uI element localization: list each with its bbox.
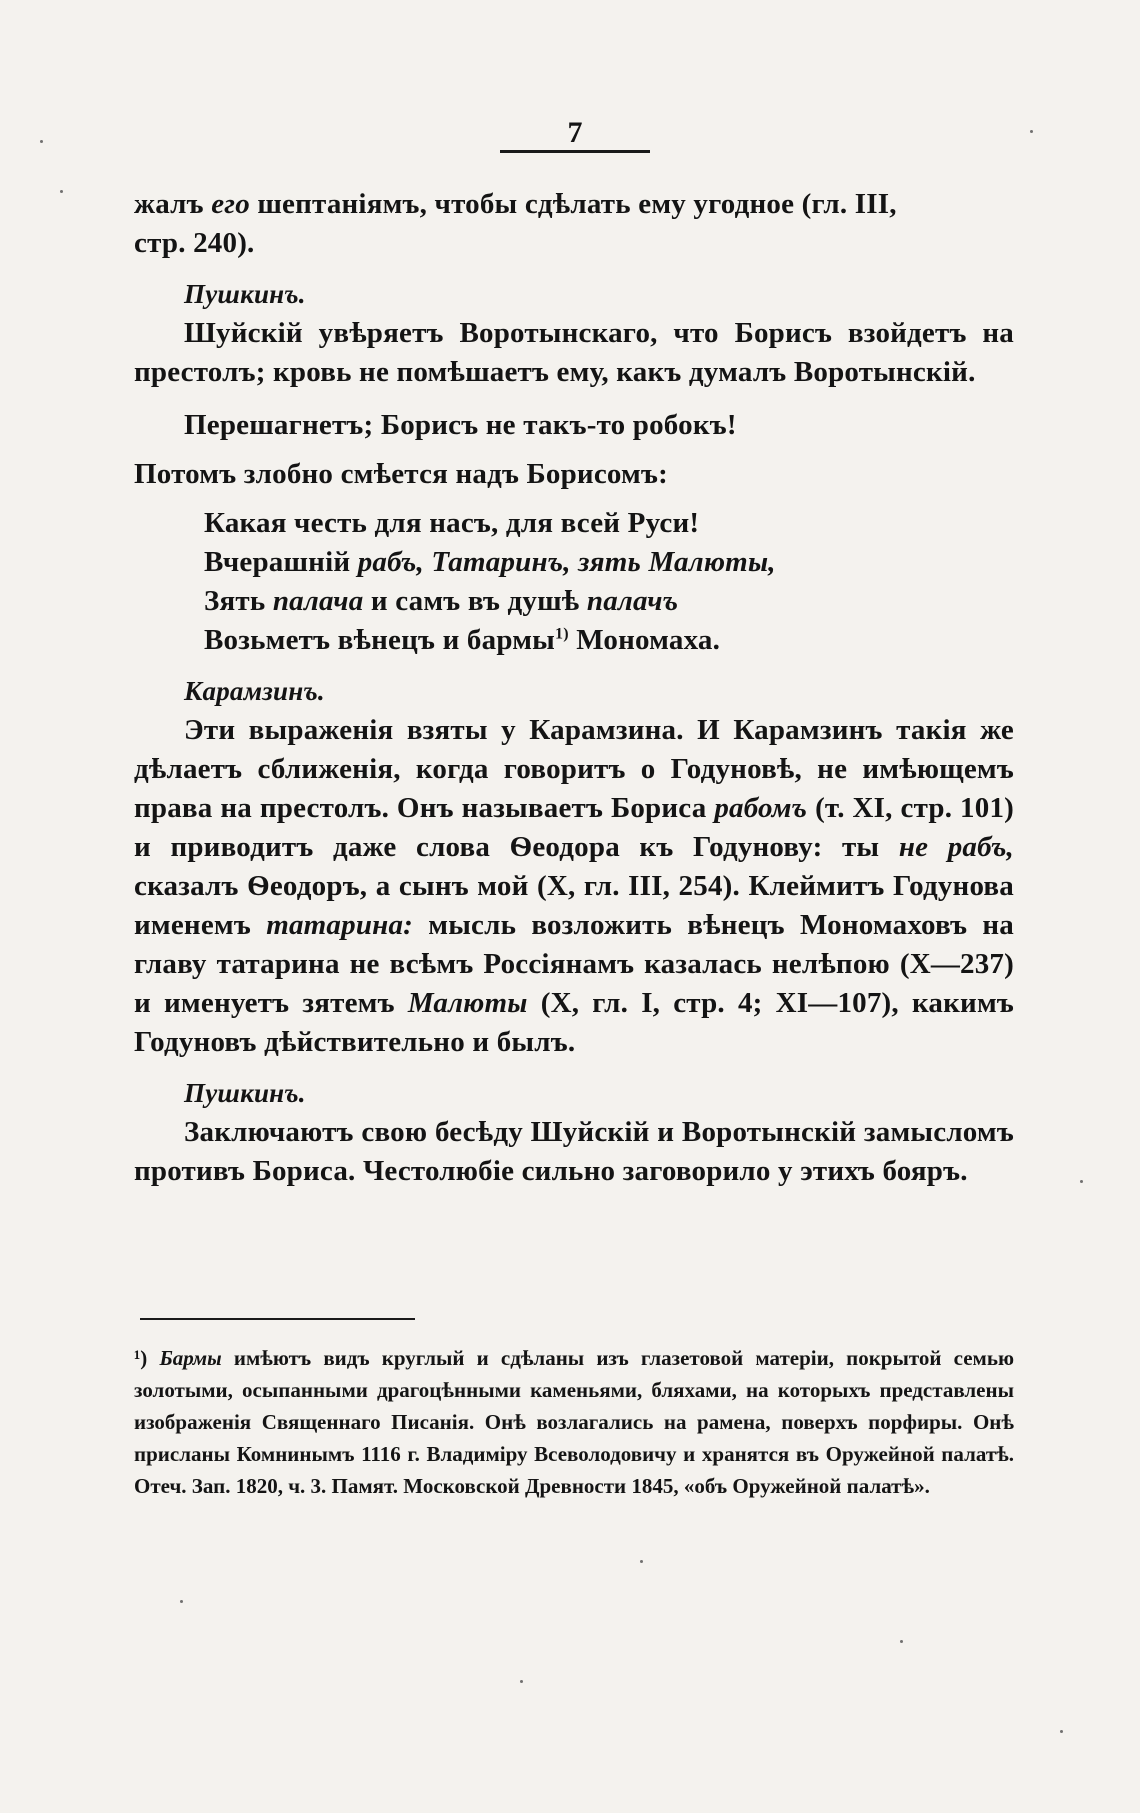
section-heading-pushkin-2: Пушкинъ. <box>184 1078 306 1108</box>
footnote <box>134 1342 1014 1502</box>
print-speck <box>1080 1180 1083 1183</box>
paragraph-conclusion: Заключаютъ свою бесѣду Шуйскій и Воротынскій замысломъ противъ Бориса. Честолюбіе сильно заговорило у этихъ бояръ. <box>134 1116 1014 1187</box>
text-run: Вчерашній <box>204 546 351 578</box>
footnote-body: имѣютъ видъ круглый и сдѣланы изъ глазетовой матеріи, покрытой семью золотыми, осыпанными драгоцѣнными каменьями, бляхами, на которыхъ представлены изображенія Священнаго Писанія. Онѣ возлагались на рамена, поверхъ порфиры. Онѣ присланы Комнинымъ 1116 г. Владиміру Всеволодовичу и хранятся въ Оружейной палатѣ. Отеч. Зап. 1820, ч. 3. Памят. Московской Древности 1845, «объ Оружейной палатѣ». <box>134 1346 1015 1498</box>
paragraph-shuisky <box>134 314 1014 392</box>
print-speck <box>60 190 63 193</box>
print-speck <box>520 1680 523 1683</box>
text-run: (т. XI, стр. 101) и приводитъ даже слова Ѳеодора къ Годунову: ты <box>134 792 1015 863</box>
text-run-italic: татарина: <box>266 909 414 941</box>
footnote-rule <box>140 1318 415 1320</box>
spacer <box>134 445 1014 455</box>
paragraph-karamzin <box>134 711 1014 1062</box>
text-run: и самъ въ душѣ <box>370 585 580 617</box>
print-speck <box>1060 1730 1063 1733</box>
text-run: шептаніямъ, чтобы сдѣлать ему угодное (гл. III, <box>257 188 897 220</box>
page-number-rule <box>500 150 650 153</box>
main-text <box>134 185 1014 1191</box>
footnote-ref: 1) <box>555 625 569 643</box>
section-heading-karamzin: Карамзинъ. <box>184 676 325 706</box>
spacer <box>134 392 1014 406</box>
paragraph-continuation <box>134 185 1014 224</box>
print-speck <box>40 140 43 143</box>
text-run: Эти выраженія взяты у Карамзина. И Карамзинъ такія же дѣлаетъ сближенія, когда говоритъ о Годуновѣ, не имѣющемъ права на престолъ. Онъ называетъ Бориса <box>134 714 1014 824</box>
text-run: мысль возложить вѣнецъ Мономаховъ на главу татарина не всѣмъ Россіянамъ казалась нелѣпою (X—237) и именуетъ зятемъ <box>134 909 1015 1019</box>
verse-line-3 <box>204 582 1014 621</box>
page-number: 7 <box>567 116 583 149</box>
verse-line-2 <box>204 543 1014 582</box>
text-run-italic: палача <box>272 585 364 617</box>
paragraph-laughs: Потомъ злобно смѣется надъ Борисомъ: <box>134 458 668 490</box>
verse-line-4 <box>204 621 1014 660</box>
text-run: жалъ <box>134 188 204 220</box>
print-speck <box>180 1600 183 1603</box>
print-speck <box>1030 130 1033 133</box>
section-heading-pushkin: Пушкинъ. <box>184 279 306 309</box>
text-run: (X, гл. I, стр. 4; XI—107), какимъ Годуновъ дѣйствительно и былъ. <box>134 987 1015 1058</box>
text-run-italic: палачъ <box>586 585 679 617</box>
spacer <box>134 494 1014 504</box>
footnote-text <box>134 1342 1014 1502</box>
text-run-italic: его <box>211 188 250 220</box>
quote-line: Перешагнетъ; Борисъ не такъ-то робокъ! <box>184 409 737 441</box>
paragraph-continuation-end: стр. 240). <box>134 227 255 259</box>
footnote-label: ¹) <box>134 1346 148 1370</box>
text-run: Возьметъ вѣнецъ и бармы <box>204 624 556 656</box>
text-run-italic: Малюты <box>407 987 528 1019</box>
text-run: сказалъ Ѳеодоръ, а сынъ мой (X, гл. III, 254). Клеймитъ Годунова именемъ <box>134 870 1014 941</box>
print-speck <box>640 1560 643 1563</box>
verse-line-1: Какая честь для насъ, для всей Руси! <box>204 507 700 539</box>
text-run: Мономаха. <box>568 624 721 656</box>
text-run: Шуйскій увѣряетъ Воротынскаго, что Борисъ взойдетъ на престолъ; кровь не помѣшаетъ ему, какъ думалъ Воротынскій. <box>134 317 1014 388</box>
text-run: Зять <box>204 585 266 617</box>
footnote-term: Бармы <box>159 1346 222 1370</box>
text-run-italic: не рабъ, <box>898 831 1014 863</box>
text-run-italic: рабъ, Татаринъ, зять Малюты, <box>357 546 776 578</box>
print-speck <box>900 1640 903 1643</box>
text-run-italic: рабомъ <box>714 792 808 824</box>
